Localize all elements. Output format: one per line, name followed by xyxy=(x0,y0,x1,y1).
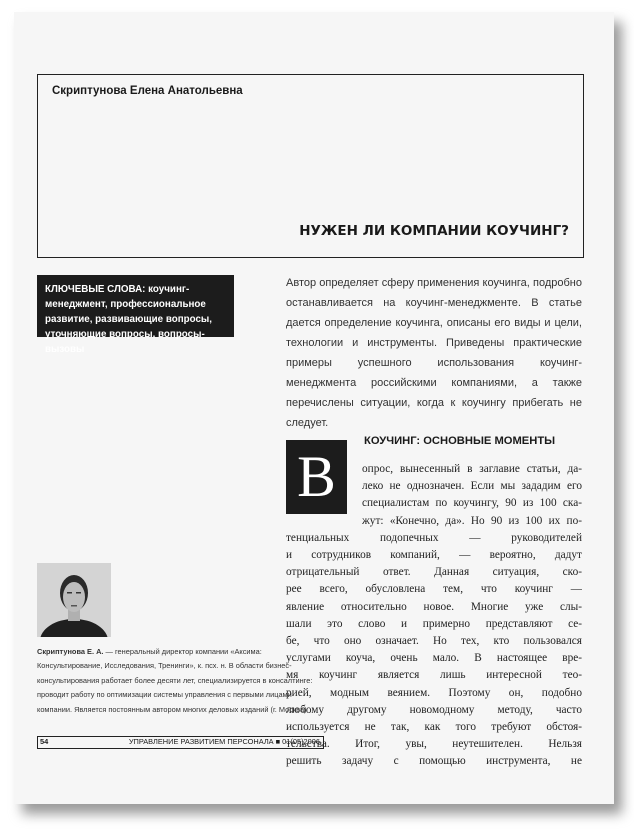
article-line: рее всего, обусловлена тем, что коучинг — xyxy=(286,583,582,596)
article-line: любому другому новомодному методу, часто xyxy=(286,703,582,716)
journal-issue: УПРАВЛЕНИЕ РАЗВИТИЕМ ПЕРСОНАЛА ■ 01(05)2006 xyxy=(128,737,320,746)
article-title: НУЖЕН ЛИ КОМПАНИИ КОУЧИНГ? xyxy=(299,223,569,239)
article-line: бе, что оно означает. Но тех, кто пользовался xyxy=(286,635,582,647)
section-title: КОУЧИНГ: ОСНОВНЫЕ МОМЕНТЫ xyxy=(364,435,556,447)
article-line: решить задачу с помощью инструмента, не xyxy=(286,755,582,768)
author-photo xyxy=(37,563,111,637)
article-line: рией, модным веянием. Поэтому он, подобно xyxy=(286,686,582,699)
article-line: мя коучинг является лишь интересной тео- xyxy=(286,669,582,682)
article-line: отрицательный ответ. Данная ситуация, ско- xyxy=(286,566,582,579)
article-line: услугами коуча, очень мало. В настоящее вре- xyxy=(286,652,582,665)
keywords-text: коучинг-менеджмент, профессиональное развитие, развивающие вопросы, уточняющие вопросы, вопросы-вызовы xyxy=(45,284,212,355)
author-name: Скриптунова Елена Анатольевна xyxy=(52,85,243,97)
page-footer xyxy=(37,736,324,749)
article-line: опрос, вынесенный в заглавие статьи, да- xyxy=(362,463,582,475)
bio-name: Скриптунова Е. А. xyxy=(37,647,104,656)
article-line: и сотрудников компаний, — вероятно, дадут xyxy=(286,549,582,561)
article-line: шали это слово и примерно представляют се- xyxy=(286,617,582,630)
page-number: 54 xyxy=(40,737,49,746)
article-line: жут: «Конечно, да». Но 90 из 100 их по- xyxy=(362,514,582,527)
author-bio xyxy=(37,645,327,717)
article-header-box xyxy=(37,74,584,258)
bio-text: — генеральный директор компании «Аксима: Консультирование, Исследования, Тренинги», к. псх. н. В области бизнес-консультирования работает более десяти лет, специализируется в консалтинге: проводит работу по оптимизации системы управления с первыми лицами компании. Является постоянным автором многих деловых изданий (г. Москва) xyxy=(37,647,313,714)
article-line: тельства. Итог, увы, неутешителен. Нельзя xyxy=(286,738,582,751)
article-line: используется не так, как того требуют обстоя- xyxy=(286,721,582,733)
article-line: явление относительно новое. Многие уже слы- xyxy=(286,600,582,613)
article-abstract: Автор определяет сферу применения коучинга, подробно останавливается на коучинг-менеджменте. В статье дается определение коучинга, описаны его виды и цели, технологии и инструменты. Приведены практические примеры успешного использования коучинг-менеджмента российскими компаниями, а также перечислены ситуации, когда к коучингу прибегать не следует. xyxy=(286,277,582,429)
keywords-box xyxy=(37,275,234,355)
keywords-label: КЛЮЧЕВЫЕ СЛОВА: xyxy=(45,284,146,295)
article-line: тенциальных подопечных — руководителей xyxy=(286,531,582,544)
article-line: леко не однозначен. Если мы зададим его xyxy=(362,480,582,493)
article-line: специалистам по коучингу, 90 из 100 ска- xyxy=(362,497,582,510)
drop-cap: В xyxy=(286,440,347,514)
